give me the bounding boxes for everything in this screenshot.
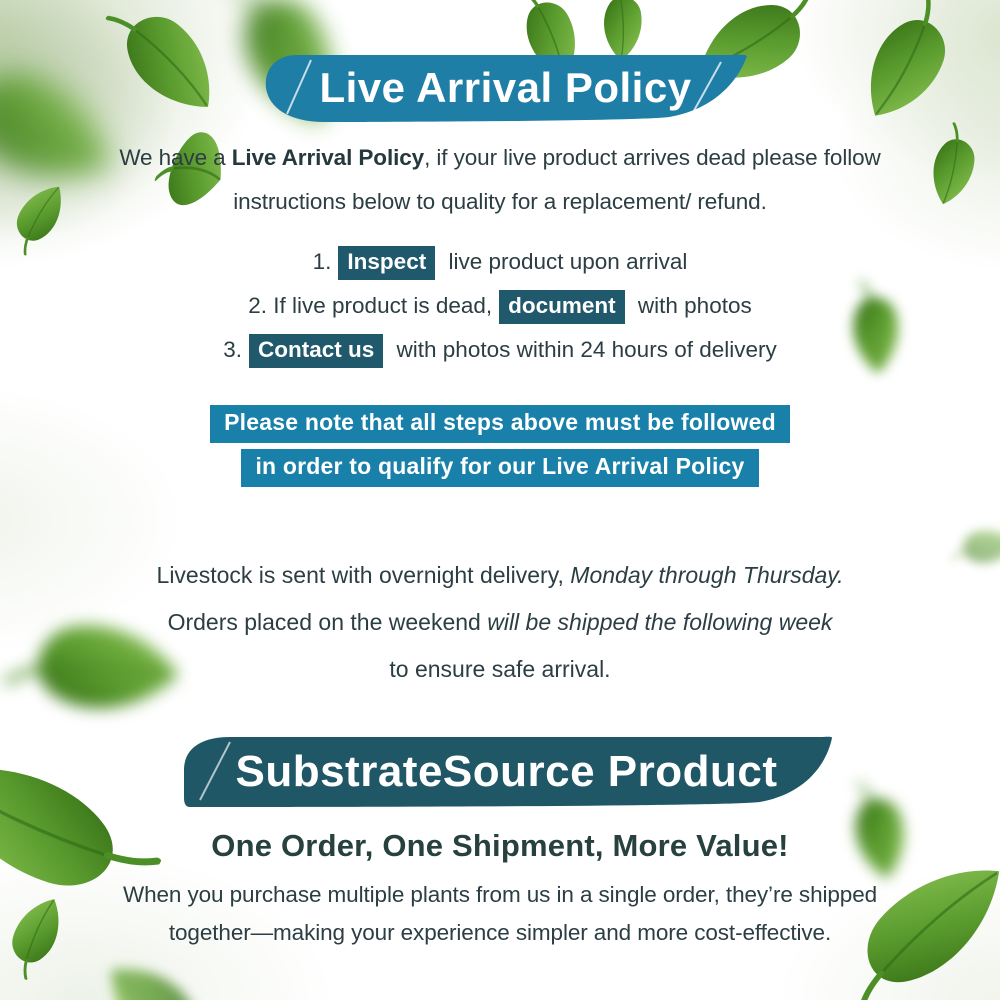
step-highlight: Contact us bbox=[249, 334, 383, 368]
shipping-line-1: Livestock is sent with overnight delivery, Monday through Thursday. bbox=[156, 562, 844, 588]
step-number: 1. bbox=[312, 249, 332, 274]
intro-bold-policy: Live Arrival Policy bbox=[231, 145, 425, 170]
intro-line-2: instructions below to quality for a replacement/ refund. bbox=[233, 189, 767, 214]
live-arrival-banner-title: Live Arrival Policy bbox=[319, 64, 692, 111]
step-item-3: 3. Contact us with photos within 24 hours of delivery bbox=[50, 328, 950, 372]
step-highlight: Inspect bbox=[338, 246, 435, 280]
live-arrival-banner bbox=[263, 54, 748, 122]
step-number: 2. bbox=[248, 293, 268, 318]
value-line-1: When you purchase multiple plants from us in a single order, they’re shipped bbox=[122, 882, 878, 907]
step-number: 3. bbox=[223, 337, 243, 362]
value-heading: One Order, One Shipment, More Value! bbox=[211, 828, 789, 863]
note-line-2: in order to qualify for our Live Arrival Policy bbox=[241, 449, 758, 487]
note-line-1: Please note that all steps above must be followed bbox=[210, 405, 790, 443]
shipping-paragraph bbox=[50, 552, 950, 693]
step-highlight: document bbox=[499, 290, 625, 324]
intro-paragraph bbox=[50, 136, 950, 224]
step-item-2: 2. If live product is dead, document with photos bbox=[50, 284, 950, 328]
substratesource-banner-title: SubstrateSource Product bbox=[235, 746, 778, 796]
value-paragraph bbox=[50, 876, 950, 952]
value-line-2: together—making your experience simpler and more cost-effective. bbox=[168, 920, 832, 945]
substratesource-banner bbox=[180, 736, 833, 807]
intro-line-1: We have a Live Arrival Policy, if your live product arrives dead please follow bbox=[119, 145, 881, 170]
shipping-line-3: to ensure safe arrival. bbox=[389, 656, 611, 682]
policy-note bbox=[50, 402, 950, 490]
step-item-1: 1. Inspect live product upon arrival bbox=[50, 240, 950, 284]
shipping-line-2: Orders placed on the weekend will be shipped the following week bbox=[167, 609, 833, 635]
steps-list bbox=[50, 240, 950, 372]
